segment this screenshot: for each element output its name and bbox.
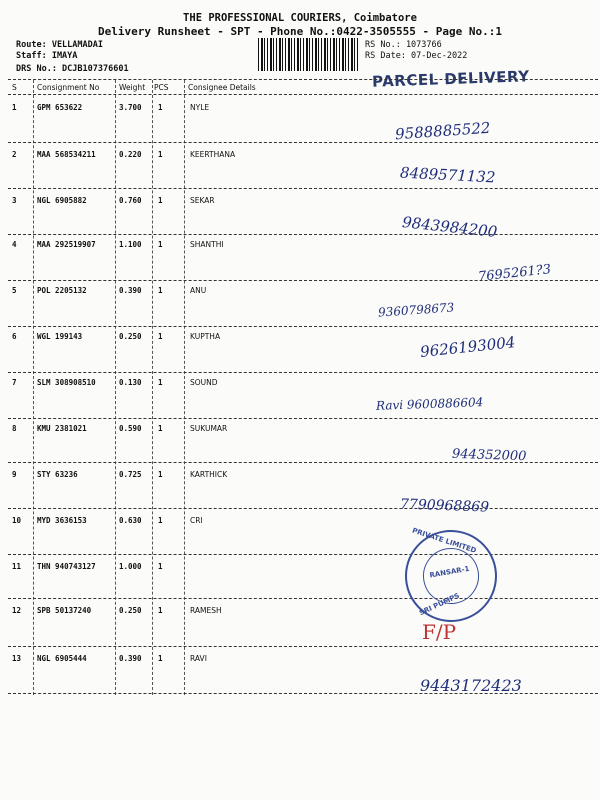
- handwritten-signature: 8489571132: [399, 163, 496, 187]
- row-divider: [8, 234, 598, 235]
- handwritten-signature: 9626193004: [419, 333, 517, 361]
- handwritten-signature: 944352000: [451, 446, 527, 465]
- pcs-value: 1: [158, 196, 163, 205]
- handwritten-signature: F/P: [422, 620, 457, 644]
- consignee-name: KEERTHANA: [190, 150, 236, 159]
- col-header-weight: Weight: [119, 83, 146, 92]
- consignment-number: KMU 2381021: [37, 424, 87, 433]
- row-divider: [8, 142, 598, 143]
- row-number: 8: [12, 424, 17, 433]
- consignment-number: SLM 308908510: [37, 378, 96, 387]
- row-number: 13: [12, 654, 22, 663]
- consignment-number: MAA 568534211: [37, 150, 96, 159]
- weight-value: 0.760: [119, 196, 142, 205]
- col-header-consignee: Consignee Details: [188, 83, 256, 92]
- consignment-number: WGL 199143: [37, 332, 83, 341]
- consignee-name: KUPTHA: [190, 332, 221, 341]
- row-number: 3: [12, 196, 17, 205]
- row-number: 9: [12, 470, 17, 479]
- pcs-value: 1: [158, 516, 163, 525]
- weight-value: 0.630: [119, 516, 142, 525]
- weight-value: 0.250: [119, 332, 142, 341]
- row-number: 10: [12, 516, 22, 525]
- consignee-name: SHANTHI: [190, 240, 224, 249]
- consignee-name: SEKAR: [190, 196, 215, 205]
- col-divider: [115, 80, 116, 695]
- col-divider: [33, 80, 34, 695]
- row-number: 12: [12, 606, 22, 615]
- handwritten-signature: 9443172423: [420, 676, 522, 695]
- pcs-value: 1: [158, 103, 163, 112]
- weight-value: 0.390: [119, 286, 142, 295]
- consignment-number: POL 2205132: [37, 286, 87, 295]
- row-number: 7: [12, 378, 17, 387]
- row-number: 1: [12, 103, 17, 112]
- weight-value: 1.100: [119, 240, 142, 249]
- consignment-number: THN 940743127: [37, 562, 96, 571]
- row-number: 5: [12, 286, 17, 295]
- row-divider: [8, 598, 598, 599]
- pcs-value: 1: [158, 286, 163, 295]
- pcs-value: 1: [158, 378, 163, 387]
- consignee-name: NYLE: [190, 103, 210, 112]
- weight-value: 0.590: [119, 424, 142, 433]
- handwritten-signature: Ravi 9600886604: [375, 395, 484, 413]
- rs-date: RS Date: 07-Dec-2022: [365, 51, 468, 61]
- row-divider: [8, 554, 598, 555]
- parcel-delivery-stamp: PARCEL DELIVERY: [371, 67, 530, 91]
- col-header-consignment: Consignment No: [37, 83, 100, 92]
- consignee-name: RAVI: [190, 654, 207, 663]
- company-title: THE PROFESSIONAL COURIERS, Coimbatore: [183, 12, 417, 24]
- row-number: 2: [12, 150, 17, 159]
- pcs-value: 1: [158, 150, 163, 159]
- pcs-value: 1: [158, 562, 163, 571]
- handwritten-signature: 7790968869: [399, 496, 490, 516]
- col-header-pcs: PCS: [154, 83, 169, 92]
- pcs-value: 1: [158, 470, 163, 479]
- rs-number: RS No.: 1073766: [365, 40, 442, 50]
- handwritten-signature: 9588885522: [394, 118, 491, 144]
- header-rule: [8, 94, 598, 95]
- runsheet-subtitle: Delivery Runsheet - SPT - Phone No.:0422-3505555 - Page No.:1: [98, 25, 502, 38]
- consignment-number: NGL 6905882: [37, 196, 87, 205]
- consignee-name: SUKUMAR: [190, 424, 228, 433]
- staff-label: Staff: IMAYA: [16, 51, 78, 61]
- row-number: 4: [12, 240, 17, 249]
- row-divider: [8, 418, 598, 419]
- col-divider: [184, 80, 185, 695]
- weight-value: 0.390: [119, 654, 142, 663]
- col-divider: [152, 80, 153, 695]
- consignee-name: CRI: [190, 516, 203, 525]
- row-number: 11: [12, 562, 22, 571]
- consignment-number: MAA 292519907: [37, 240, 96, 249]
- route-label: Route: VELLAMADAI: [16, 40, 103, 50]
- consignment-number: GPM 653622: [37, 103, 83, 112]
- consignee-name: ANU: [190, 286, 207, 295]
- consignee-name: KARTHICK: [190, 470, 228, 479]
- consignment-number: NGL 6905444: [37, 654, 87, 663]
- pcs-value: 1: [158, 606, 163, 615]
- row-divider: [8, 326, 598, 327]
- row-divider: [8, 372, 598, 373]
- weight-value: 0.725: [119, 470, 142, 479]
- barcode: [258, 38, 358, 71]
- pcs-value: 1: [158, 654, 163, 663]
- consignment-number: STY 63236: [37, 470, 78, 479]
- weight-value: 1.000: [119, 562, 142, 571]
- consignee-name: RAMESH: [190, 606, 222, 615]
- pcs-value: 1: [158, 240, 163, 249]
- row-divider: [8, 508, 598, 509]
- row-divider: [8, 188, 598, 189]
- weight-value: 3.700: [119, 103, 142, 112]
- weight-value: 0.220: [119, 150, 142, 159]
- consignee-name: SOUND: [190, 378, 218, 387]
- pcs-value: 1: [158, 332, 163, 341]
- drs-label: DRS No.: DCJB107376601: [16, 64, 129, 74]
- handwritten-signature: 9360798673: [377, 300, 455, 320]
- weight-value: 0.130: [119, 378, 142, 387]
- company-round-stamp: PRIVATE LIMITED RANSAR-1 SRI PUMPS: [398, 523, 505, 630]
- weight-value: 0.250: [119, 606, 142, 615]
- consignment-number: SPB 50137240: [37, 606, 92, 615]
- col-header-s: S: [12, 83, 17, 92]
- handwritten-signature: 7695261?3: [477, 262, 552, 285]
- row-number: 6: [12, 332, 17, 341]
- row-divider: [8, 646, 598, 647]
- consignment-number: MYD 3636153: [37, 516, 87, 525]
- handwritten-signature: 9843984200: [401, 213, 499, 241]
- pcs-value: 1: [158, 424, 163, 433]
- table-top-rule: [8, 79, 598, 80]
